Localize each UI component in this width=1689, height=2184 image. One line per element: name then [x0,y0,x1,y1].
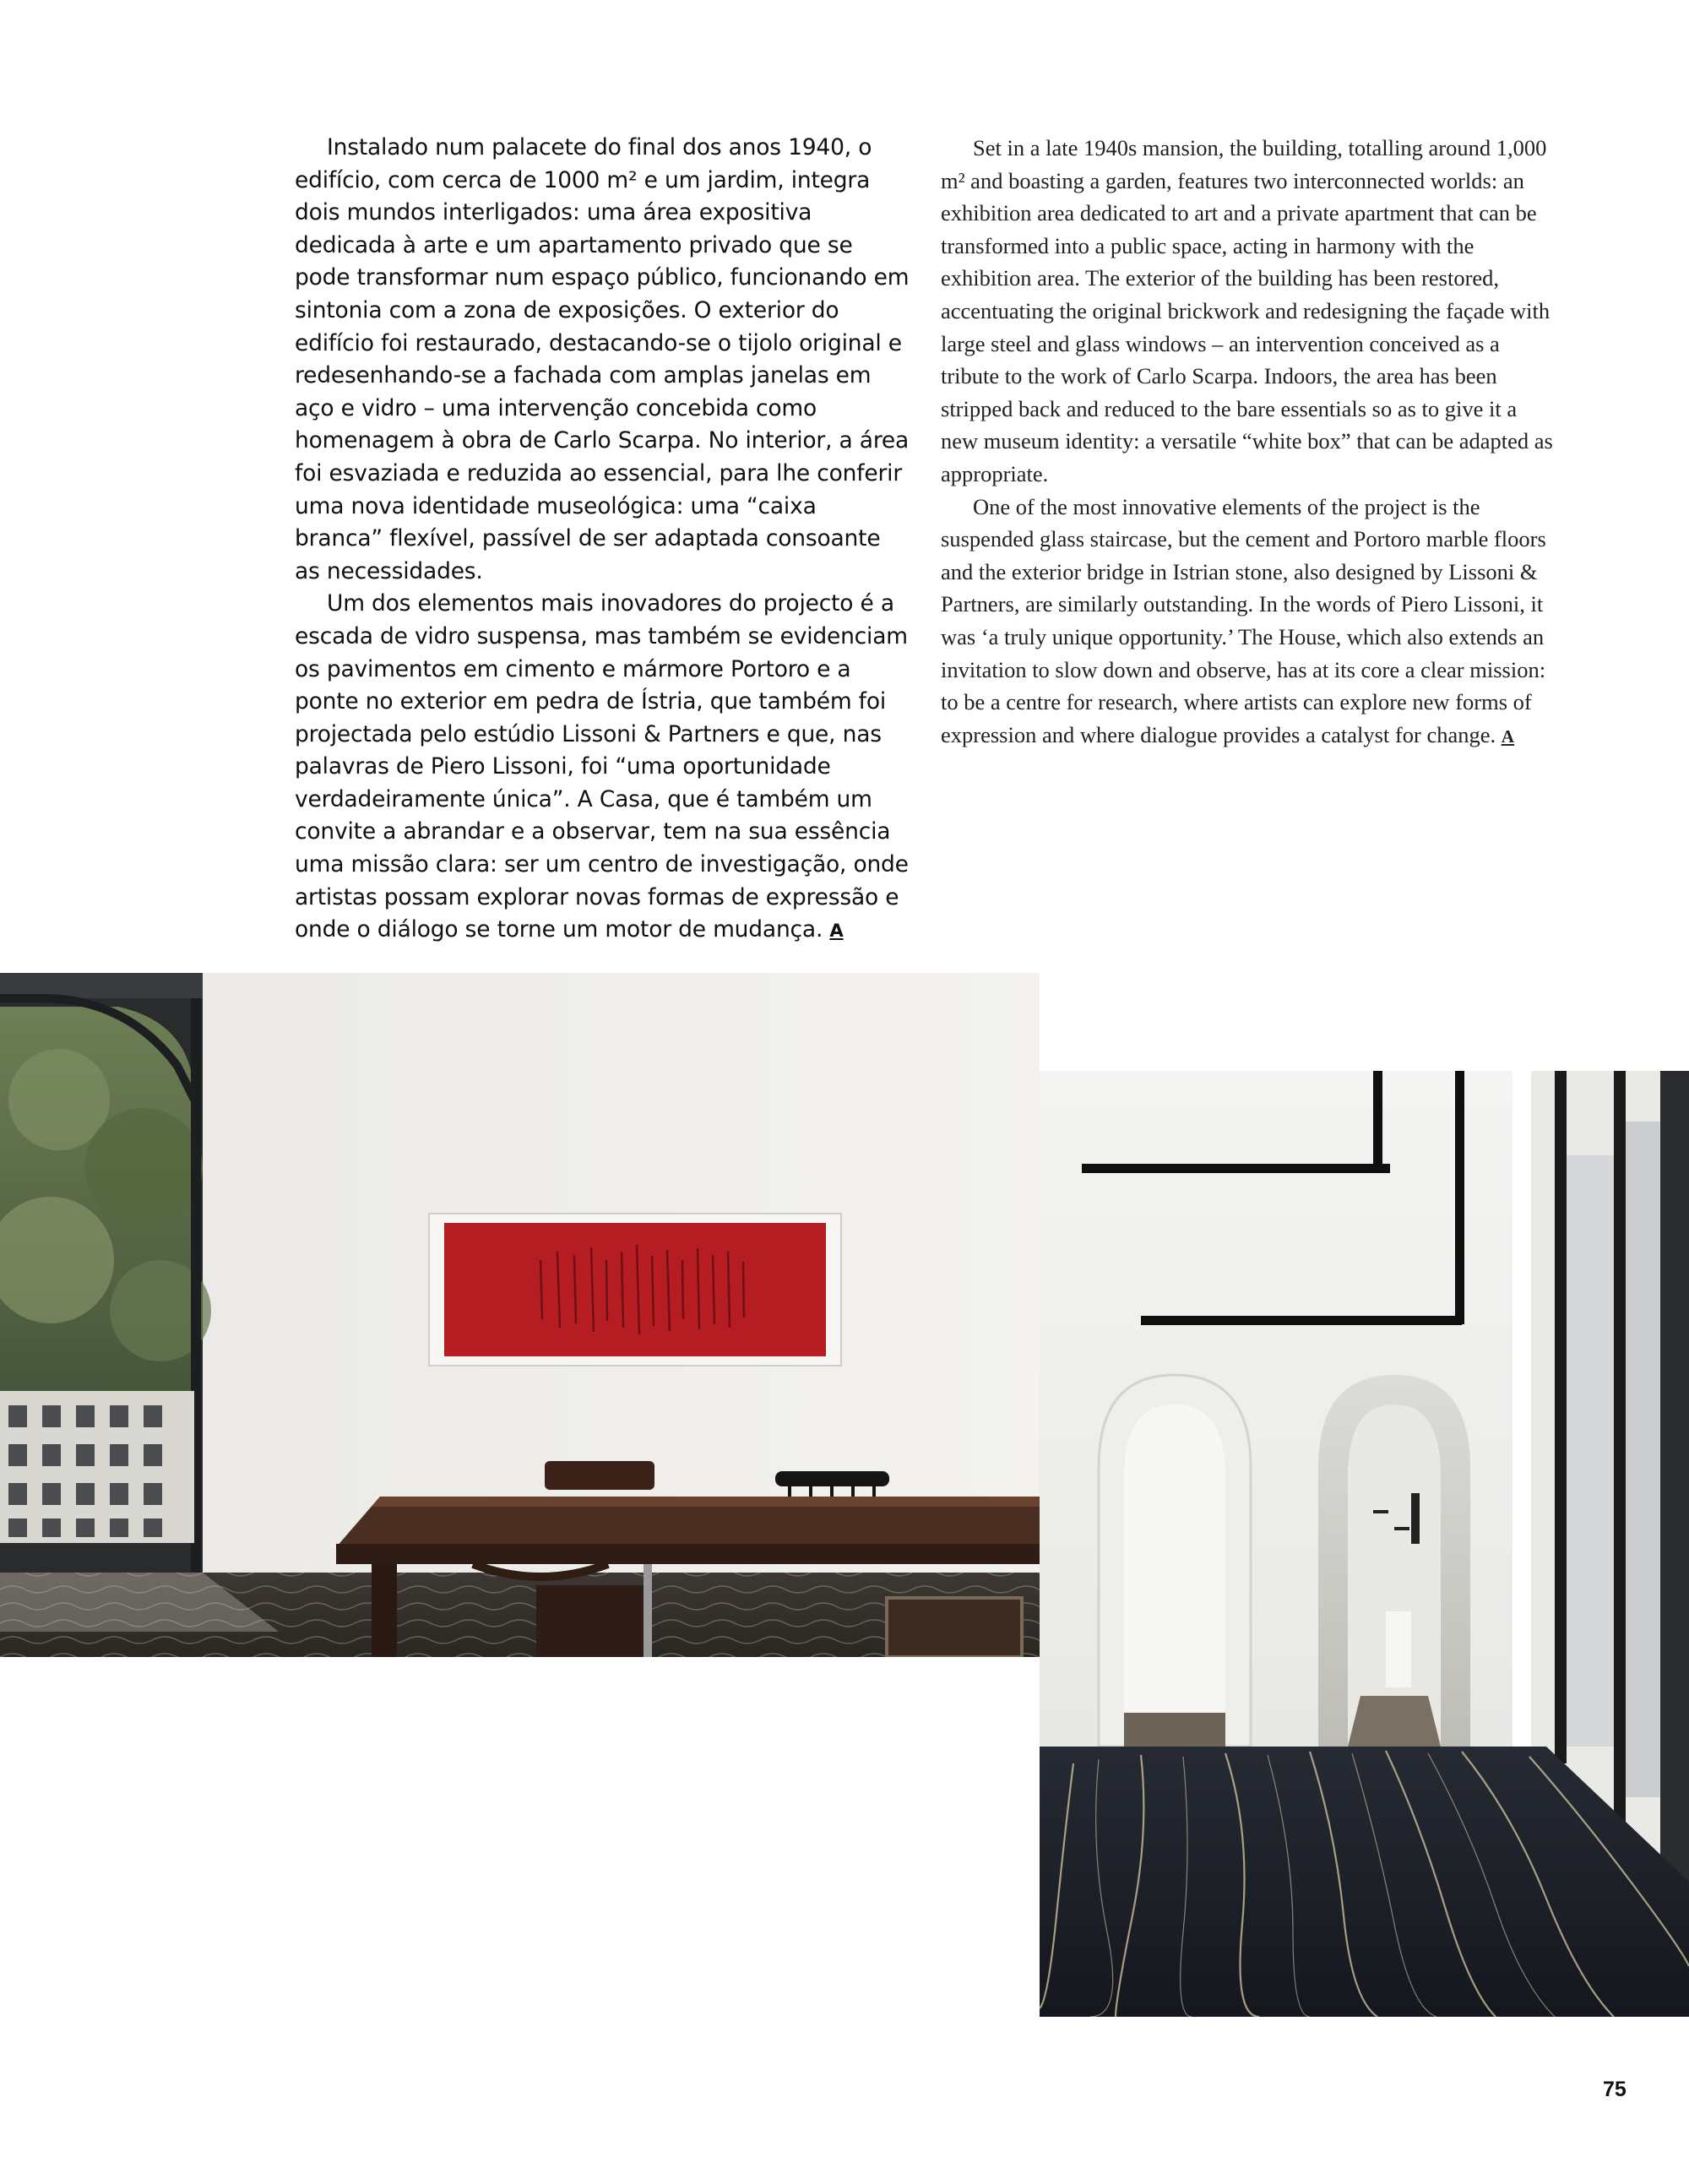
end-mark: A [829,920,844,942]
arched-hallway-illustration [1040,1071,1689,2017]
breeze-block-wall [0,1391,194,1543]
chair [536,1585,650,1657]
english-text-column [941,132,1557,752]
paragraph: Set in a late 1940s mansion, the building, totalling around 1,000 m² and boasting a garden, features two interconnected worlds: an exhibition area dedicated to art and a private apartment that can be transformed into a public space, acting in harmony with the exhibition area. The exterior of the building has been restored, accentuating the original brickwork and redesigning the façade with large steel and glass windows – an intervention conceived as a tribute to the work of Carlo Scarpa. Indoors, the area has been stripped back and reduced to the bare essentials so as to give it a new museum identity: a versatile “white box” that can be adapted as appropriate. [941,135,1553,486]
page-number: 75 [1603,2078,1627,2101]
paragraph: Um dos elementos mais inovadores do projecto é a escada de vidro suspensa, mas também se evidenciam os pavimentos em cimento e mármore Portoro e a ponte no exterior em pedra de Ístria, que também foi projectada pelo estúdio Lissoni & Partners e que, nas palavras de Piero Lissoni, foi “uma oportunidade verdadeiramente única”. A Casa, que é também um convite a abrandar e a observar, tem na sua essência uma missão clara: ser um centro de investigação, onde artistas possam explorar novas formas de expressão e onde o diálogo se torne um motor de mudança. A [295,590,909,943]
arched-hallway-photo [1040,1071,1689,2017]
chair-back [545,1461,654,1490]
dining-room-photo [0,973,1040,1657]
red-artwork [444,1223,826,1356]
dining-room-illustration [0,973,1040,1657]
paragraph: Instalado num palacete do final dos anos 1940, o edifício, com cerca de 1000 m² e um jardim, integra dois mundos interligados: uma área expositiva dedicada à arte e um apartamento privado que se pode transformar num espaço público, funcionando em sintonia com a zona de exposições. O exterior do edifício foi restaurado, destacando-se o tijolo original e redesenhando-se a fachada com amplas janelas em aço e vidro – uma intervenção concebida como homenagem à obra de Carlo Scarpa. No interior, a área foi esvaziada e reduzida ao essencial, para lhe conferir uma nova identidade museológica: uma “caixa branca” flexível, passível de ser adaptada consoante as necessidades. [295,134,910,584]
chair [887,1598,1022,1657]
chair-back [775,1471,889,1486]
portuguese-text-column [295,132,910,948]
end-mark: A [1501,725,1515,747]
paragraph: One of the most innovative elements of the project is the suspended glass staircase, but the cement and Portoro marble floors and the exterior bridge in Istrian stone, also designed by Lissoni & Partners, are similarly outstanding. In the words of Piero Lissoni, it was ‘a truly unique opportunity.’ The House, which also extends an invitation to slow down and observe, has at its core a clear mission: to be a centre for research, where artists can explore new forms of expression and where dialogue provides a catalyst for change. A [941,493,1546,747]
